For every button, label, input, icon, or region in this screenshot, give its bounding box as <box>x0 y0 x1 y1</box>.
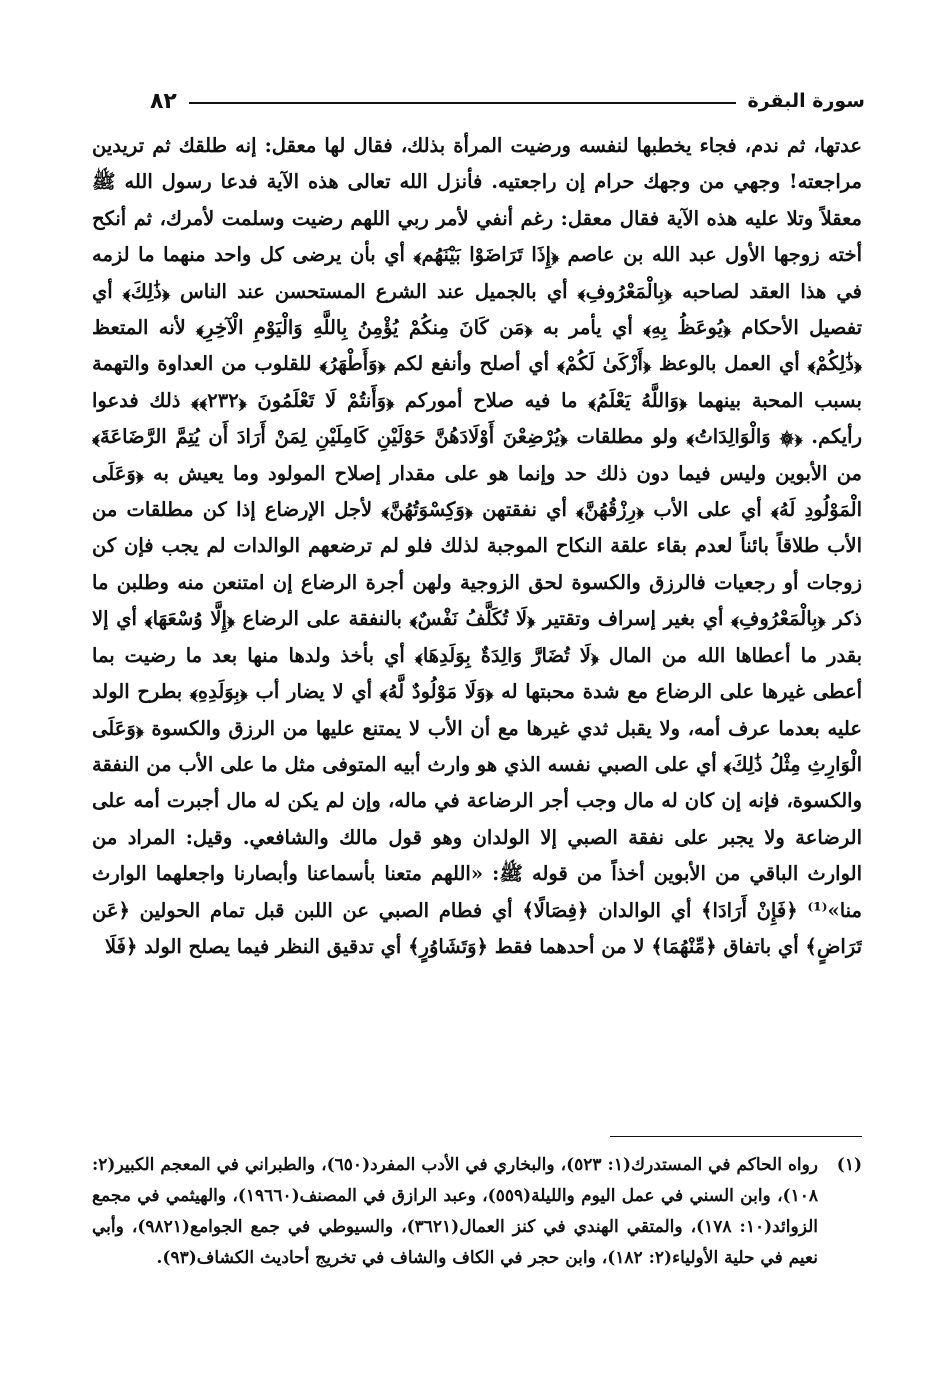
header-rule <box>189 102 736 104</box>
tafsir-body <box>92 128 862 1103</box>
page-number: ٨٢ <box>150 88 177 114</box>
footnote-rule <box>610 1136 862 1137</box>
surah-title: سورة البقرة <box>747 90 865 112</box>
footnote-marker: (١) <box>836 1155 862 1175</box>
footnote-text: رواه الحاكم في المستدرك(١: ٥٢٣)، والبخاري في الأدب المفرد(٦٥٠)، والطبراني في المعجم الكبير(٢: ١٠٨)، وابن السني في عمل اليوم والليلة(٥٥٩)، وعبد الرازق في المصنف(١٩٦٦٠)، والهيثمي في مجمع الزوائد(١٠: ١٧٨)، والمتقي الهندي في كنز العمال(٣٦٢١)، والسيوطي في جمع الجوامع(٩٨٢١)، وأبي نعيم في حلية الأولياء(٢: ١٨٢)، وابن حجر في الكاف والشاف في تخريج أحاديث الكشاف(٩٣). <box>92 1155 819 1268</box>
body-paragraph: عدتها، ثم ندم، فجاء يخطبها لنفسه ورضيت المرأة بذلك، فقال لها معقل: إنه طلقك ثم تريدين مراجعته! وجهي من وجهك حرام إن راجعتيه. فأنزل الله تعالى هذه الآية فدعا رسول الله ﷺ معقلاً وتلا عليه هذه الآية فقال معقل: رغم أنفي لأمر ربي اللهم رضيت وسلمت لأمرك، ثم أنكح أخته زوجها الأول عبد الله بن عاصم ﴿إِذَا تَرَاضَوْا بَيْنَهُم﴾ أي بأن يرضى كل واحد منهما ما لزمه في هذا العقد لصاحبه ﴿بِالْمَعْرُوفِ﴾ أي بالجميل عند الشرع المستحسن عند الناس ﴿ذَٰلِكَ﴾ أي تفصيل الأحكام ﴿يُوعَظُ بِهِ﴾ أي يأمر به ﴿مَن كَانَ مِنكُمْ يُؤْمِنُ بِاللَّهِ وَالْيَوْمِ الْآخِرِ﴾ لأنه المتعظ ﴿ذَٰلِكُمْ﴾ أي العمل بالوعظ ﴿أَزْكَىٰ لَكُمْ﴾ أي أصلح وأنفع لكم ﴿وَأَطْهَرُ﴾ للقلوب من العداوة والتهمة بسبب المحبة بينهما ﴿وَاللَّهُ يَعْلَمُ﴾ ما فيه صلاح أموركم ﴿وَأَنتُمْ لَا تَعْلَمُونَ ﴿٢٣٢﴾﴾ ذلك فدعوا رأيكم. ﴿۞ وَالْوَالِدَاتُ﴾ ولو مطلقات ﴿يُرْضِعْنَ أَوْلَادَهُنَّ حَوْلَيْنِ كَامِلَيْنِ لِمَنْ أَرَادَ أَن يُتِمَّ الرَّضَاعَةَ﴾ من الأبوين وليس فيما دون ذلك حد وإنما هو على مقدار إصلاح المولود وما يعيش به ﴿وَعَلَى الْمَوْلُودِ لَهُ﴾ أي على الأب ﴿رِزْقُهُنَّ﴾ أي نفقتهن ﴿وَكِسْوَتُهُنَّ﴾ لأجل الإرضاع إذا كن مطلقات من الأب طلاقاً بائناً لعدم بقاء علقة النكاح الموجبة لذلك فلو لم ترضعهم الوالدات لم يجب فإن كن زوجات أو رجعيات فالرزق والكسوة لحق الزوجية ولهن أجرة الرضاع إن امتنعن منه وطلبن ما ذكر ﴿بِالْمَعْرُوفِ﴾ أي بغير إسراف وتقتير ﴿لَا تُكَلَّفُ نَفْسٌ﴾ بالنفقة على الرضاع ﴿إِلَّا وُسْعَهَا﴾ أي إلا بقدر ما أعطاها الله من المال ﴿لَا تُضَارَّ وَالِدَةٌ بِوَلَدِهَا﴾ أي بأخذ ولدها منها بعد ما رضيت بما أعطى غيرها على الرضاع مع شدة محبتها له ﴿وَلَا مَوْلُودٌ لَّهُ﴾ أي لا يضار أب ﴿بِوَلَدِهِ﴾ بطرح الولد عليه بعدما عرف أمه، ولا يقبل ثدي غيرها مع أن الأب لا يمتنع عليها من الرزق والكسوة ﴿وَعَلَى الْوَارِثِ مِثْلُ ذَٰلِكَ﴾ أي على الصبي نفسه الذي هو وارث أبيه المتوفى مثل ما على الأب من النفقة والكسوة، فإنه إن كان له مال وجب أجر الرضاعة في ماله، وإن لم يكن له مال أجبرت أمه على الرضاعة ولا يجبر على نفقة الصبي إلا الولدان وهو قول مالك والشافعي. وقيل: المراد من الوارث الباقي من الأبوين أخذاً من قوله ﷺ: «اللهم متعنا بأسماعنا وأبصارنا واجعلهما الوارث منا»⁽¹⁾ ﴿فَإِنْ أَرَادَا﴾ أي الوالدان ﴿فِصَالًا﴾ أي فطام الصبي عن اللبن قبل تمام الحولين ﴿عَن تَرَاضٍ﴾ أي باتفاق ﴿مِّنْهُمَا﴾ لا من أحدهما فقط ﴿وَتَشَاوُرٍ﴾ أي تدقيق النظر فيما يصلح الولد ﴿فَلَا <box>92 134 862 958</box>
footnote <box>92 1150 862 1340</box>
page-header <box>150 86 865 116</box>
